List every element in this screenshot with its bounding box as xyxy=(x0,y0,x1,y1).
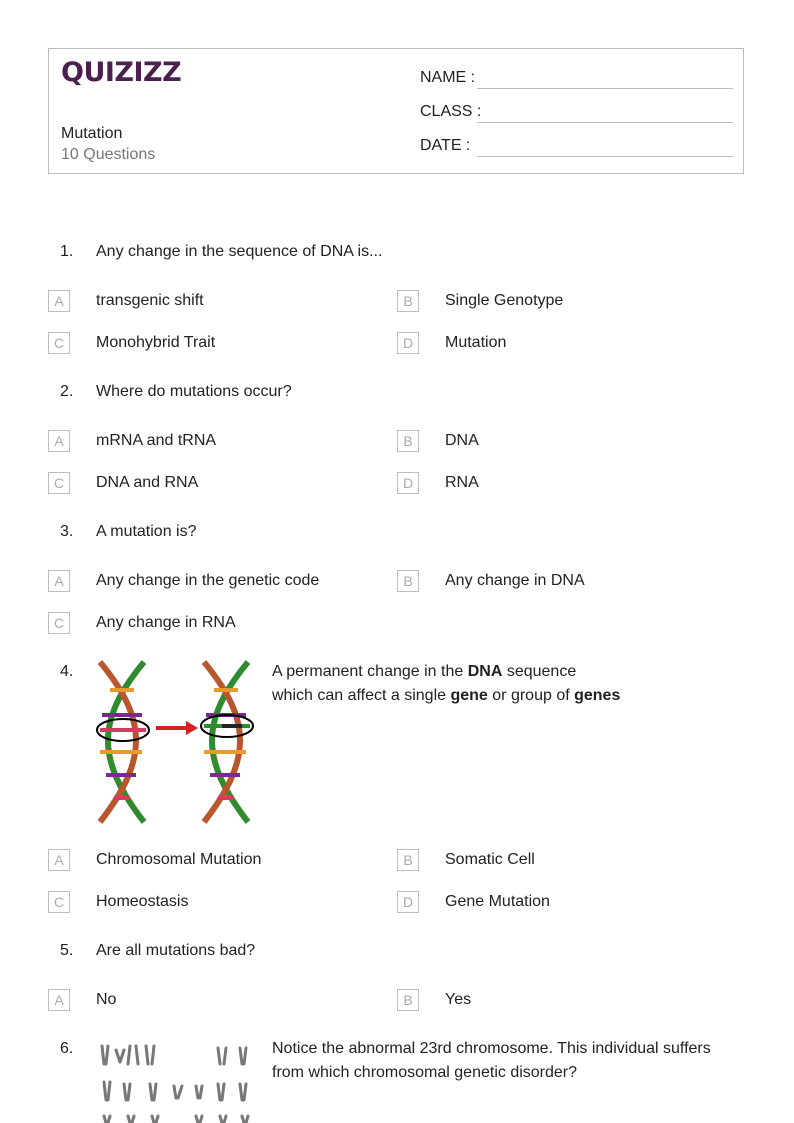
option-text: Gene Mutation xyxy=(445,893,550,910)
option-box[interactable]: B xyxy=(397,570,419,592)
option-text: Homeostasis xyxy=(96,893,189,910)
class-label: CLASS : xyxy=(420,103,482,120)
name-line xyxy=(477,88,733,89)
option-text: Monohybrid Trait xyxy=(96,334,216,351)
option-text: Somatic Cell xyxy=(445,851,535,868)
option-box[interactable]: A xyxy=(48,290,70,312)
question-text: A mutation is? xyxy=(96,523,197,540)
question-number: 1. xyxy=(60,243,74,260)
option-text: transgenic shift xyxy=(96,292,204,309)
option-text: Chromosomal Mutation xyxy=(96,851,262,868)
name-field[interactable] xyxy=(420,69,475,87)
option-text: Any change in the genetic code xyxy=(96,572,320,589)
option-box[interactable]: D xyxy=(397,891,419,913)
option-box[interactable]: D xyxy=(397,472,419,494)
option-text: Any change in DNA xyxy=(445,572,585,589)
option-box[interactable]: C xyxy=(48,472,70,494)
option-box[interactable]: D xyxy=(397,332,419,354)
question-text: Notice the abnormal 23rd chromosome. This individual suffers from which chromosomal genetic disorder? xyxy=(272,1040,711,1081)
karyotype-image xyxy=(96,1042,256,1123)
option-box[interactable]: C xyxy=(48,612,70,634)
question-number: 3. xyxy=(60,523,74,540)
option-box[interactable]: A xyxy=(48,570,70,592)
quizizz-logo: QUIZIZZ xyxy=(61,57,182,88)
option-text: No xyxy=(96,991,117,1008)
option-box[interactable]: A xyxy=(48,430,70,452)
date-label: DATE : xyxy=(420,137,471,154)
name-label: NAME : xyxy=(420,69,476,86)
option-box[interactable]: A xyxy=(48,849,70,871)
question-text: Are all mutations bad? xyxy=(96,942,256,959)
date-line xyxy=(477,156,733,157)
worksheet-header xyxy=(48,48,744,174)
option-text: DNA xyxy=(445,432,479,449)
option-box[interactable]: B xyxy=(397,430,419,452)
question-text: A permanent change in the DNA sequence which can affect a single gene or group of genes xyxy=(272,663,621,704)
option-text: Yes xyxy=(445,991,472,1008)
question-number: 5. xyxy=(60,942,74,959)
dna-mutation-image xyxy=(96,660,256,824)
option-box[interactable]: A xyxy=(48,989,70,1011)
option-box[interactable]: B xyxy=(397,290,419,312)
date-field[interactable] xyxy=(420,137,470,155)
class-field[interactable] xyxy=(420,103,481,121)
option-text: RNA xyxy=(445,474,479,491)
option-text: DNA and RNA xyxy=(96,474,199,491)
question-text: Any change in the sequence of DNA is... xyxy=(96,243,383,260)
question-text: Where do mutations occur? xyxy=(96,383,292,400)
option-text: Any change in RNA xyxy=(96,614,236,631)
option-box[interactable]: C xyxy=(48,891,70,913)
question-number: 6. xyxy=(60,1040,74,1057)
question-number: 2. xyxy=(60,383,74,400)
option-text: Mutation xyxy=(445,334,507,351)
option-box[interactable]: C xyxy=(48,332,70,354)
question-number: 4. xyxy=(60,663,74,680)
class-line xyxy=(477,122,733,123)
option-text: Single Genotype xyxy=(445,292,564,309)
option-box[interactable]: B xyxy=(397,849,419,871)
option-box[interactable]: B xyxy=(397,989,419,1011)
option-text: mRNA and tRNA xyxy=(96,432,217,449)
quiz-title: Mutation xyxy=(61,125,123,142)
question-count: 10 Questions xyxy=(61,146,156,163)
